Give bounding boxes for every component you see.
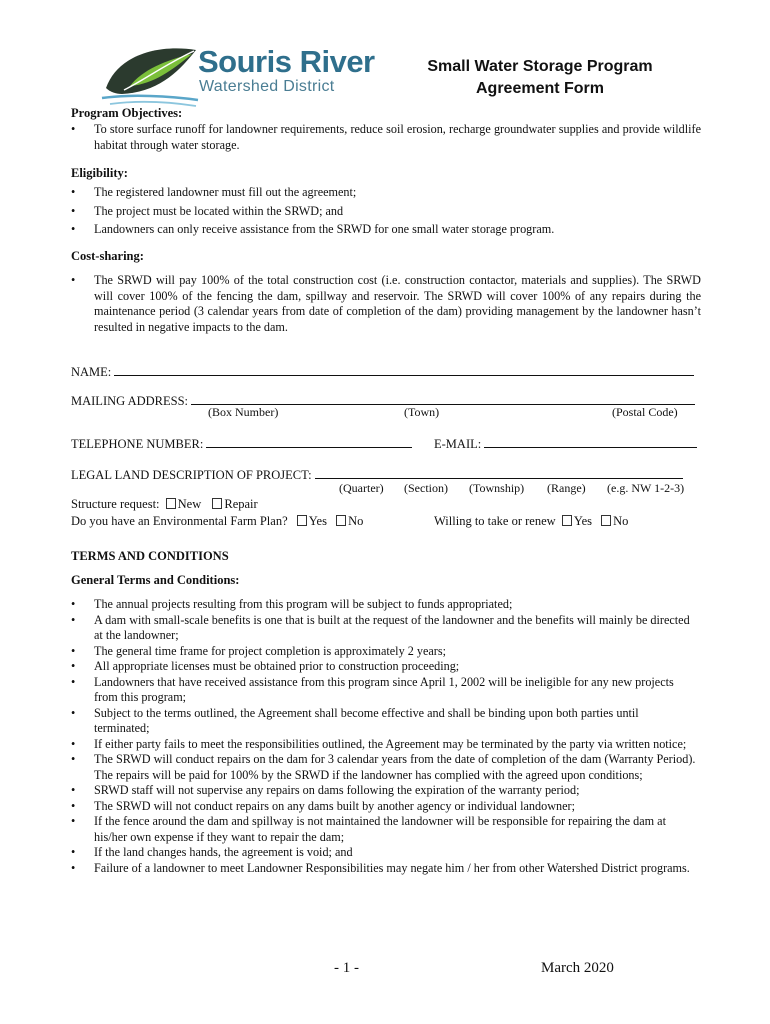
list-item: • The registered landowner must fill out the agreement; xyxy=(71,185,701,201)
form-title-line1: Small Water Storage Program xyxy=(427,58,653,75)
efp-yes-checkbox[interactable] xyxy=(297,515,307,526)
name-label: NAME: xyxy=(71,365,112,379)
terms-heading: TERMS AND CONDITIONS xyxy=(71,549,229,563)
list-item: • To store surface runoff for landowner requirements, reduce soil erosion, recharge groundwater supplies and provide wildlife habitat through water storage. xyxy=(71,122,701,153)
terms-list xyxy=(71,597,696,876)
list-item: • If either party fails to meet the responsibilities outlined, the Agreement may be terminated by the party via written notice; xyxy=(71,737,696,753)
structure-request-label: Structure request: xyxy=(71,497,160,511)
renew-question-label: Willing to take or renew xyxy=(434,514,556,528)
eligibility-heading: Eligibility: xyxy=(71,166,128,180)
list-item: • Landowners that have received assistance from this program since April 1, 2002 will be ineligible for any new projects from this program; xyxy=(71,675,696,706)
list-item: • A dam with small-scale benefits is one that is built at the request of the landowner and the benefits will mainly be directed at the landowner; xyxy=(71,613,696,644)
telephone-input-line[interactable] xyxy=(206,435,412,448)
range-label: (Range) xyxy=(547,481,586,495)
list-item: • The annual projects resulting from this program will be subject to funds appropriated; xyxy=(71,597,696,613)
section-label: (Section) xyxy=(404,481,448,495)
email-label: E-MAIL: xyxy=(434,437,482,451)
revision-date: March 2020 xyxy=(541,960,614,976)
renew-no-checkbox[interactable] xyxy=(601,515,611,526)
form-title-line2: Agreement Form xyxy=(475,80,605,97)
email-input-line[interactable] xyxy=(484,435,697,448)
eligibility-list xyxy=(71,185,701,238)
efp-no-label: No xyxy=(348,514,364,528)
structure-request-row xyxy=(71,497,258,512)
leaf-logo-icon xyxy=(100,40,200,112)
form-title xyxy=(395,56,685,100)
efp-no-checkbox[interactable] xyxy=(336,515,346,526)
renew-row xyxy=(434,514,628,529)
objectives-list xyxy=(71,122,701,153)
list-item: • The general time frame for project completion is approximately 2 years; xyxy=(71,644,696,660)
new-label: New xyxy=(177,497,202,511)
name-field[interactable] xyxy=(71,363,694,380)
list-item: • The SRWD will conduct repairs on the dam for 3 calendar years from the date of completion of the dam (Warranty Period). The repairs will be paid for 100% by the SRWD if the landowner has complied with the agreed upon conditions; xyxy=(71,752,696,783)
mailing-address-field[interactable] xyxy=(71,392,695,409)
repair-checkbox[interactable] xyxy=(212,498,222,509)
environmental-farm-plan-row xyxy=(71,514,363,529)
renew-no-label: No xyxy=(613,514,629,528)
logo-name: Souris River xyxy=(198,44,375,79)
box-number-label: (Box Number) xyxy=(208,405,279,419)
name-input-line[interactable] xyxy=(114,363,694,376)
list-item: • If the land changes hands, the agreement is void; and xyxy=(71,845,696,861)
email-field[interactable] xyxy=(434,435,697,452)
postal-code-label: (Postal Code) xyxy=(612,405,678,419)
list-item: • The project must be located within the SRWD; and xyxy=(71,204,701,220)
srwd-logo xyxy=(100,40,375,110)
list-item: • Subject to the terms outlined, the Agreement shall become effective and shall be binding upon both parties until terminated; xyxy=(71,706,696,737)
cost-sharing-list xyxy=(71,273,701,335)
logo-subtitle: Watershed District xyxy=(199,78,335,95)
efp-question-label: Do you have an Environmental Farm Plan? xyxy=(71,514,288,528)
telephone-label: TELEPHONE NUMBER: xyxy=(71,437,204,451)
cost-sharing-heading: Cost-sharing: xyxy=(71,249,144,263)
town-label: (Town) xyxy=(404,405,440,419)
example-label: (e.g. NW 1-2-3) xyxy=(607,481,685,495)
legal-land-description-label: LEGAL LAND DESCRIPTION OF PROJECT: xyxy=(71,468,312,482)
mailing-address-input-line[interactable] xyxy=(191,392,695,405)
list-item: • Landowners can only receive assistance from the SRWD for one small water storage program. xyxy=(71,222,701,238)
list-item: • The SRWD will not conduct repairs on any dams built by another agency or individual landowner; xyxy=(71,799,696,815)
new-checkbox[interactable] xyxy=(166,498,176,509)
list-item: • All appropriate licenses must be obtained prior to construction proceeding; xyxy=(71,659,696,675)
township-label: (Township) xyxy=(469,481,525,495)
legal-land-description-input-line[interactable] xyxy=(315,466,683,479)
list-item: • The SRWD will pay 100% of the total construction cost (i.e. construction contactor, materials and supplies). The SRWD will cover 100% of the fencing the dam, spillway and reservoir. The SRWD will cover 100% of any repairs during the maintenance period (3 calendar years from date of completion of the dam) providing management by the landowner hasn’t resulted in negative impacts to the dam. xyxy=(71,273,701,335)
renew-yes-checkbox[interactable] xyxy=(562,515,572,526)
list-item: • If the fence around the dam and spillway is not maintained the landowner will be responsible for repairing the dam at his/her own expense if they want to repair the dam; xyxy=(71,814,696,845)
list-item: • SRWD staff will not supervise any repairs on dams following the expiration of the warranty period; xyxy=(71,783,696,799)
mailing-address-label: MAILING ADDRESS: xyxy=(71,394,189,408)
repair-label: Repair xyxy=(224,497,258,511)
objectives-heading: Program Objectives: xyxy=(71,106,183,120)
page-number: - 1 - xyxy=(334,960,359,976)
general-terms-heading: General Terms and Conditions: xyxy=(71,573,240,587)
list-item: • Failure of a landowner to meet Landowner Responsibilities may negate him / her from other Watershed District programs. xyxy=(71,861,696,877)
telephone-field[interactable] xyxy=(71,435,412,452)
efp-yes-label: Yes xyxy=(308,514,327,528)
renew-yes-label: Yes xyxy=(573,514,593,528)
quarter-label: (Quarter) xyxy=(339,481,384,495)
